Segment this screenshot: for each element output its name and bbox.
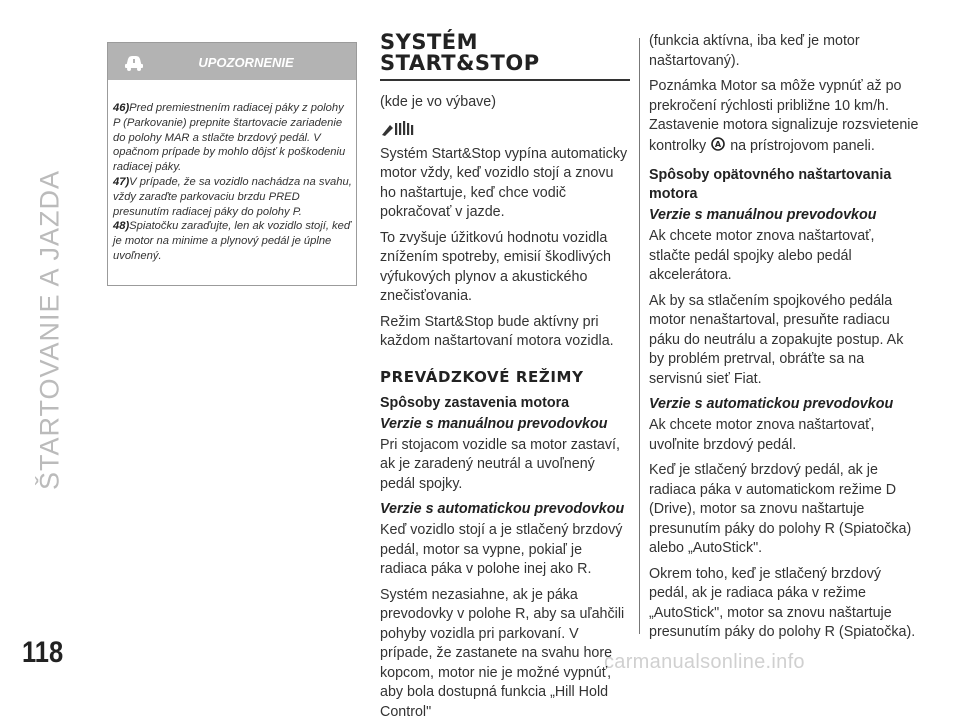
column-start-stop bbox=[380, 32, 630, 728]
paragraph: Režim Start&Stop bude aktívny pri každom naštartovaní motora vozidla. bbox=[380, 313, 614, 349]
column-divider bbox=[639, 38, 640, 634]
paragraph: Keď vozidlo stojí a je stlačený brzdový pedál, motor sa vypne, pokiaľ je radiaca páka v polohe inej ako R. bbox=[380, 522, 623, 577]
paragraph: Systém Start&Stop vypína automaticky motor vždy, keď vozidlo stojí a znovu ho naštartuje, keď chce vodič pokračovať v jazde. bbox=[380, 145, 628, 220]
svg-text:A: A bbox=[715, 139, 722, 149]
section-heading-start-stop: SYSTÉM START&STOP bbox=[380, 32, 630, 81]
paragraph: Systém nezasiahne, ak je páka prevodovky v polohe R, aby sa uľahčili pohyby vozidla pri parkovaní. V prípade, že zastanete na svahu hore kopcom, motor nie je možné vypnúť, aby bola dostupná funkcia „Hill Hold Control" bbox=[380, 586, 625, 720]
paragraph: Pri stojacom vozidle sa motor zastaví, ak je zaradený neutrál a uvoľnený pedál spojky. bbox=[380, 436, 620, 492]
page-number: 118 bbox=[22, 636, 64, 669]
paragraph: To zvyšuje úžitkovú hodnotu vozidla znížením spotreby, emisií škodlivých výfukových plynov a akustického znečisťovania. bbox=[380, 229, 611, 304]
warning-header bbox=[108, 43, 356, 80]
subheading-automatic: Verzie s automatickou prevodovkou bbox=[380, 501, 625, 517]
warning-note-48: 48)Spiatočku zaraďujte, len ak vozidlo stojí, keď je motor na minime a plynový pedál je úplne uvoľnený. bbox=[113, 220, 351, 262]
paragraph: Keď je stlačený brzdový pedál, ak je radiaca páka v automatickom režime D (Drive), motor sa znovu naštartuje presunutím páky do polohy R (Spiatočka) alebo „AutoStick". bbox=[649, 462, 912, 556]
pencil-option-icon bbox=[380, 119, 416, 137]
paragraph-note: Poznámka Motor sa môže vypnúť až po prekročení rýchlosti približne 10 km/h. Zastavenie motora signalizuje rozsvietenie kontrolky A na prístrojovom paneli. bbox=[649, 78, 919, 154]
paragraph: Ak chcete motor znova naštartovať, stlačte pedál spojky alebo pedál akcelerátora. bbox=[649, 228, 875, 283]
warning-note-46: 46)Pred premiestnením radiacej páky z polohy P (Parkovanie) prepnite štartovacie zariadenie do polohy MAR a stlačte brzdový pedál. V opačnom prípade by mohlo dôjsť k poškodeniu radiacej páky. bbox=[113, 102, 346, 174]
column-restart bbox=[649, 32, 919, 649]
paragraph: Okrem toho, keď je stlačený brzdový pedál, ak je radiaca páka v režime „AutoStick", motor sa znovu naštartuje presunutím páky do polohy R (Spiatočka). bbox=[649, 565, 916, 640]
subheading-stop-modes: Spôsoby zastavenia motora bbox=[380, 394, 570, 411]
paragraph: Ak by sa stlačením spojkového pedála motor nenaštartoval, presuňte radiacu páku do neutrálu a zopakujte postup. Ak by problém pretrval, obráťte sa na servisnú sieť Fiat. bbox=[649, 292, 904, 387]
subheading-restart-modes: Spôsoby opätovného naštartovania motora bbox=[649, 167, 892, 202]
subheading-automatic: Verzie s automatickou prevodovkou bbox=[649, 396, 894, 412]
paragraph: Ak chcete motor znova naštartovať, uvoľnite brzdový pedál. bbox=[649, 417, 875, 453]
start-stop-lamp-icon bbox=[710, 136, 726, 152]
warning-notes bbox=[108, 80, 356, 264]
warning-box bbox=[107, 42, 357, 286]
watermark: carmanualsonline.info bbox=[604, 651, 805, 673]
warning-note-47: 47)V prípade, že sa vozidlo nachádza na svahu, vždy zaraďte parkovaciu brzdu PRED presunutím radiacej páky do polohy P. bbox=[113, 175, 352, 218]
subheading-manual: Verzie s manuálnou prevodovkou bbox=[380, 415, 608, 432]
paragraph: (funkcia aktívna, iba keď je motor naštartovaný). bbox=[649, 33, 860, 69]
subheading-manual: Verzie s manuálnou prevodovkou bbox=[649, 207, 877, 223]
section-heading-modes: PREVÁDZKOVÉ REŽIMY bbox=[380, 367, 584, 386]
optional-note: (kde je vo výbave) bbox=[380, 94, 497, 110]
warning-title: UPOZORNENIE bbox=[198, 55, 294, 70]
chapter-side-title: ŠTARTOVANIE A JAZDA bbox=[34, 169, 65, 491]
